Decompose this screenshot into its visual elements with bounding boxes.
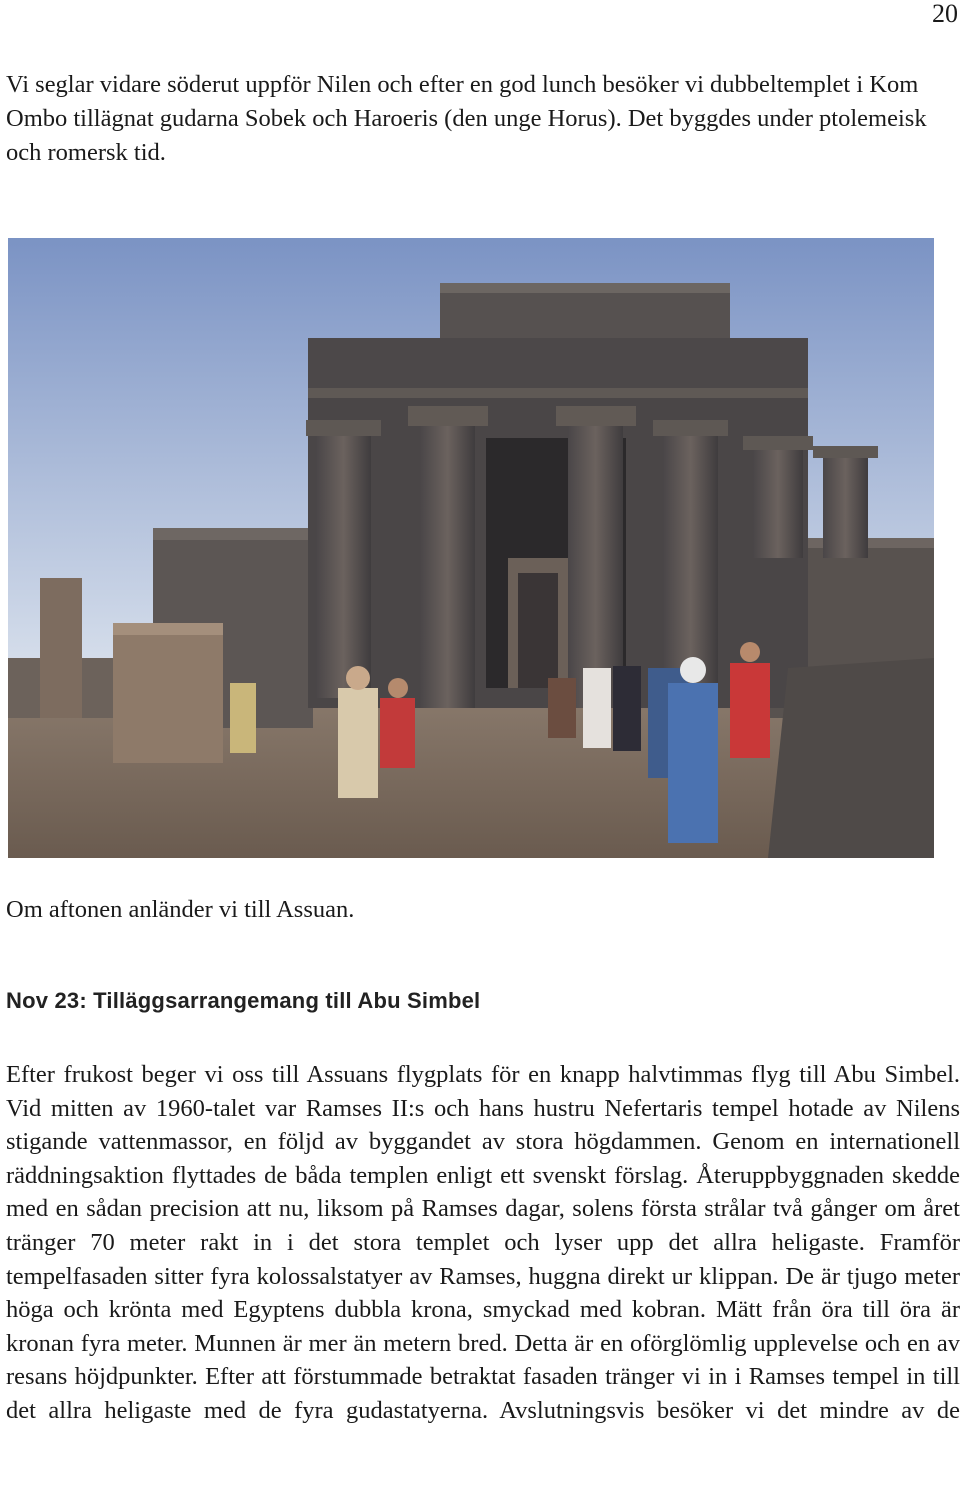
- temple-photo: [8, 238, 934, 858]
- broken-column-drum: [113, 623, 223, 763]
- page-number: 20: [932, 0, 958, 28]
- intro-paragraph: Vi seglar vidare söderut uppför Nilen och efter en god lunch besöker vi dubbeltemplet i Kom Ombo tillägnat gudarna Sobek och Haroeris (den unge Horus). Det byggdes under ptolemeisk och romersk tid.: [6, 71, 927, 166]
- section-body: Efter frukost beger vi oss till Assuans flygplats för en knapp halvtimmas flyg till Abu Simbel. Vid mitten av 1960-talet var Ramses II:s och hans hustru Nefertaris tempel hotade av Nilens stigande vattenmassor, en följd av byggandet av stora högdammen. Genom en internationell räddningsaktion flyttades de båda templen enligt ett svenskt förslag. Återuppbyggnaden skedde med en sådan precision att nu, liksom på Ramses dagar, solens första strålar två gånger om året tränger 70 meter rakt in i det stora templet och lyser upp det allra heligaste. Framför tempelfasaden sitter fyra kolossalstatyer av Ramses, huggna direkt ur klippan. De är tjugo meter höga och krönta med Egyptens dubbla krona, smyckad med kobran. Mätt från öra till öra är kronan fyra meter. Munnen är mer än metern bred. Detta är en oförglömlig upplevelse och en av resans höjdpunkter. Efter att förstummade betraktat fasaden tränger vi in i Ramses tempel in till det allra heligaste med de fyra gudastatyerna. Avslutningsvis besöker vi det mindre av de: [6, 1061, 960, 1424]
- standalone-column: [40, 578, 82, 718]
- foreground-rocks: [768, 658, 934, 858]
- evening-paragraph: Om aftonen anländer vi till Assuan.: [6, 896, 355, 923]
- temple-illustration: [8, 238, 934, 858]
- section-heading: Nov 23: Tilläggsarrangemang till Abu Simbel: [6, 988, 481, 1013]
